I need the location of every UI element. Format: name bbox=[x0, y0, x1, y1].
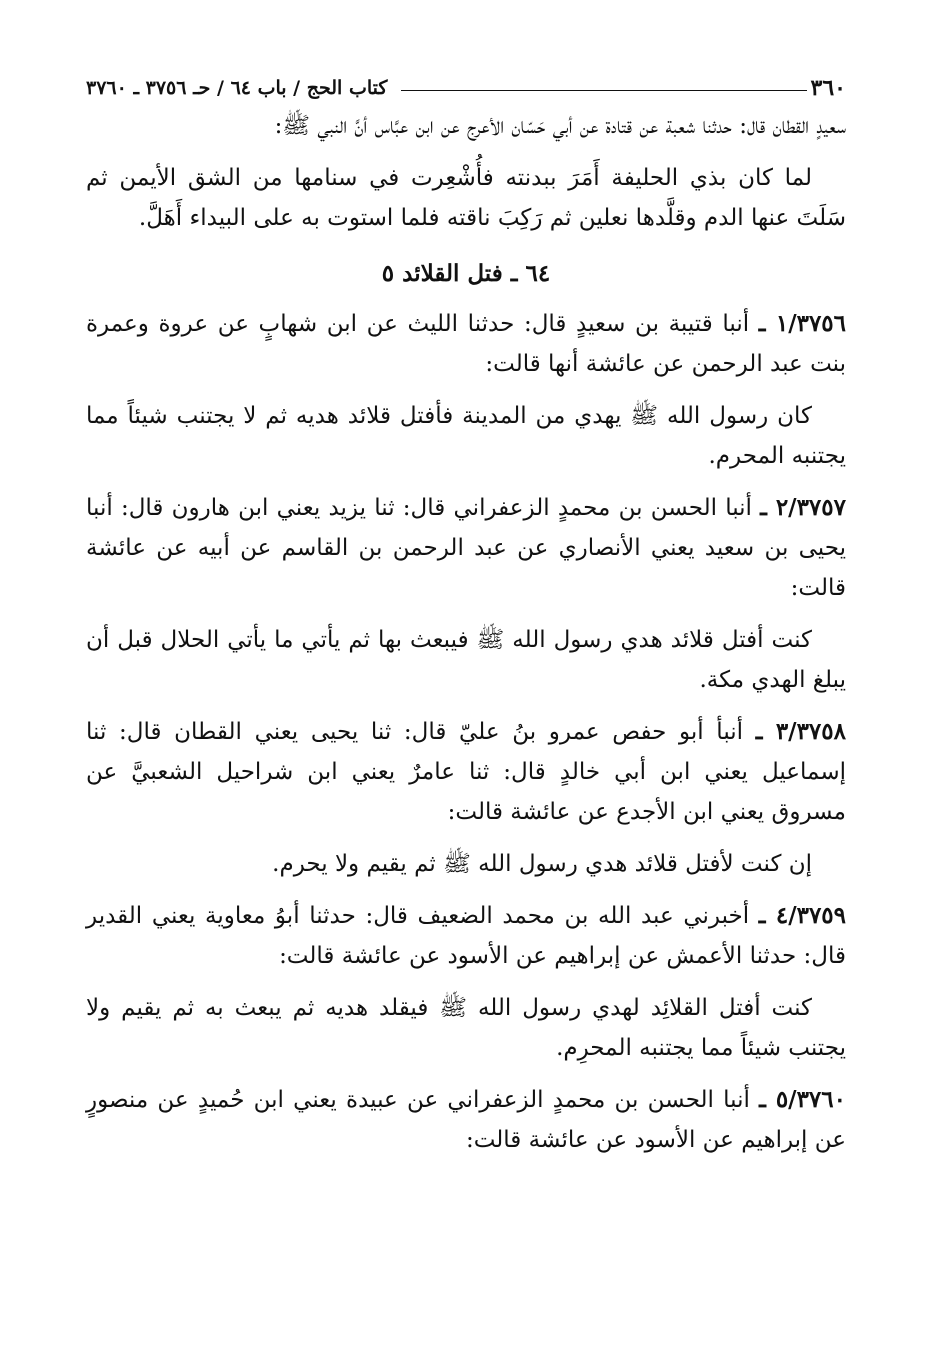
hadith-isnad bbox=[86, 488, 846, 608]
hadith-isnad bbox=[86, 1080, 846, 1160]
matn-paragraph: لما كان بذي الحليفة أَمَرَ ببدنته فأُشْعِرت في سنامها من الشق الأيمن ثم سَلَتَ عنها الدم وقلَّدها نعلين ثم رَكِبَ ناقته فلما استوت به على البيداء أَهَلَّ. bbox=[86, 165, 846, 231]
chapter-heading: ٦٤ ـ فتل القلائد ٥ bbox=[381, 260, 551, 287]
hadith-number: ٣/٣٧٥٨ ـ bbox=[755, 718, 846, 745]
header-rule bbox=[401, 90, 806, 91]
isnad-text: أخبرني عبد الله بن محمد الضعيف قال: حدثنا أبوُ معاوية يعني القدير قال: حدثنا الأعمش عن إبراهيم عن الأسود عن عائشة قالت: bbox=[86, 903, 846, 969]
hadith-matn: كان رسول الله ﷺ يهدي من المدينة فأفتل قلائد هديه ثم لا يجتنب شيئاً مما يجتنبه المحرم. bbox=[86, 403, 846, 469]
hadith-isnad bbox=[86, 896, 846, 976]
hadith-number: ١/٣٧٥٦ ـ bbox=[758, 310, 847, 337]
hadith-number: ٢/٣٧٥٧ ـ bbox=[760, 494, 846, 521]
isnad-paragraph: سعيدٍ القطان قال: حدثنا شعبة عن قتادة عن أبي حَسّان الأعرج عن ابن عبَّاس أنَّ النبي ﷺ: bbox=[274, 113, 846, 139]
isnad-text: أنبا الحسن بن محمدٍ الزعفراني عن عبيدة يعني ابن حُميدٍ عن منصورٍ عن إبراهيم عن الأسود عن عائشة قالت: bbox=[86, 1087, 846, 1153]
running-header bbox=[86, 70, 846, 106]
hadith-isnad bbox=[86, 304, 846, 384]
isnad-text: أنبا قتيبة بن سعيدٍ قال: حدثنا الليث عن ابن شهابٍ عن عروة وعمرة بنت عبد الرحمن عن عائشة أنها قالت: bbox=[86, 311, 846, 377]
hadith-matn: إن كنت لأفتل قلائد هدي رسول الله ﷺ ثم يقيم ولا يحرم. bbox=[272, 851, 812, 877]
hadith-number: ٤/٣٧٥٩ ـ bbox=[758, 902, 847, 929]
book-page bbox=[86, 70, 846, 1160]
hadith-matn: كنت أفتل قلائد هدي رسول الله ﷺ فيبعث بها ثم يأتي ما يأتي الحلال قبل أن يبلغ الهدي مكة. bbox=[86, 627, 846, 693]
isnad-text: أنبأ أبو حفص عمرو بنُ عليّ قال: ثنا يحيى يعني القطان قال: ثنا إسماعيل يعني ابن أبي خالدٍ قال: ثنا عامرٌ يعني ابن شراحيل الشعبيَّ عن مسروق يعني ابن الأجدع عن عائشة قالت: bbox=[86, 719, 846, 825]
hadith-number: ٥/٣٧٦٠ ـ bbox=[759, 1086, 846, 1113]
hadith-matn: كنت أفتل القلائِد لهدي رسول الله ﷺ فيقلد هديه ثم يبعث به ثم يقيم ولا يجتنب شيئاً مما يجتنبه المحرِم. bbox=[86, 995, 846, 1061]
page-number: ٣٦٠ bbox=[810, 75, 846, 101]
hadith-isnad bbox=[86, 712, 846, 832]
isnad-text: أنبا الحسن بن محمدٍ الزعفراني قال: ثنا يزيد يعني ابن هارون قال: أنبا يحيى بن سعيد يعني الأنصاري عن عبد الرحمن بن القاسم عن أبيه عن عائشة قالت: bbox=[86, 495, 846, 601]
running-title: كتاب الحج / باب ٦٤ / حـ ٣٧٥٦ ـ ٣٧٦٠ bbox=[86, 77, 388, 99]
